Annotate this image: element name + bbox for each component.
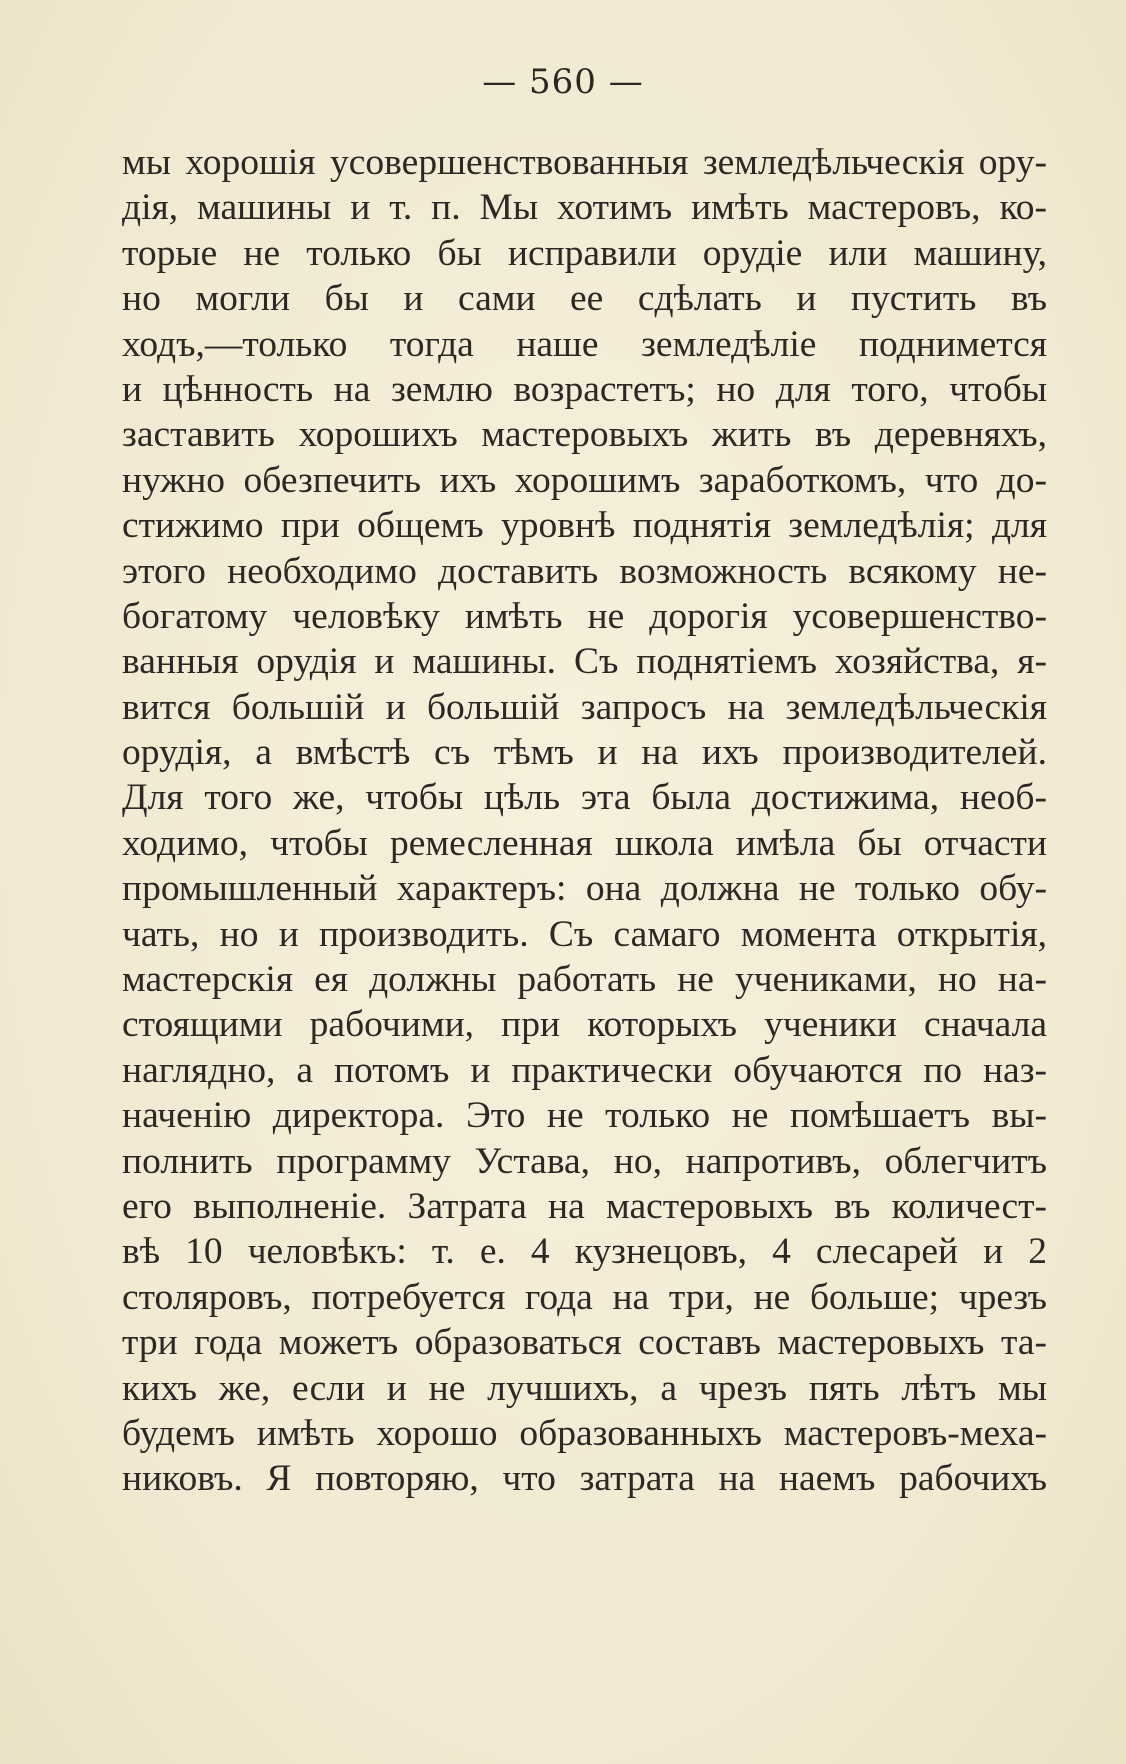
text-line: ходимо, чтобы ремесленная школа имѣла бы отчасти [122,822,1047,864]
text-line: его выполненіе. Затрата на мастеровыхъ въ количест- [122,1185,1047,1227]
text-line: наченію директора. Это не только не помѣшаетъ вы- [122,1095,1047,1137]
page-number: — 560 — [482,62,644,102]
text-line: стоящими рабочими, при которыхъ ученики сначала [122,1004,1047,1046]
text-line: полнить программу Устава, но, напротивъ, облегчитъ [122,1140,1047,1182]
text-line: богатому человѣку имѣть не дорогія усовершенство- [122,595,1047,637]
body-text [122,140,1047,1502]
text-line: нужно обезпечить ихъ хорошимъ заработкомъ, что до- [122,459,1047,501]
text-line: дія, машины и т. п. Мы хотимъ имѣть мастеровъ, ко- [122,187,1047,229]
text-line: мастерскія ея должны работать не учениками, но на- [122,959,1047,1001]
text-line: ванныя орудія и машины. Съ поднятіемъ хозяйства, я- [122,641,1047,683]
text-line: будемъ имѣть хорошо образованныхъ мастеровъ-меха- [122,1412,1047,1454]
text-line: но могли бы и сами ее сдѣлать и пустить въ [122,278,1047,320]
text-line: мы хорошія усовершенствованныя земледѣльческія ору- [122,142,1047,183]
text-line: этого необходимо доставить возможность всякому не- [122,550,1047,592]
text-line: орудія, а вмѣстѣ съ тѣмъ и на ихъ производителей. [122,732,1047,774]
text-line: три года можетъ образоваться составъ мастеровыхъ та- [122,1322,1047,1364]
text-line: и цѣнность на землю возрастетъ; но для того, чтобы [122,368,1047,410]
text-line: заставить хорошихъ мастеровыхъ жить въ деревняхъ, [122,414,1047,456]
text-line: наглядно, а потомъ и практически обучаются по наз- [122,1049,1047,1091]
text-line: кихъ же, если и не лучшихъ, а чрезъ пять лѣтъ мы [122,1367,1047,1409]
text-line: промышленный характеръ: она должна не только обу- [122,868,1047,910]
text-line: никовъ. Я повторяю, что затрата на наемъ рабочихъ [122,1458,1047,1500]
text-line: ходъ,—только тогда наше земледѣліе поднимется [122,323,1047,365]
text-line: Для того же, чтобы цѣль эта была достижима, необ- [122,777,1047,819]
text-line: стижимо при общемъ уровнѣ поднятія земледѣлія; для [122,505,1047,547]
text-line: чать, но и производить. Съ самаго момента открытія, [122,913,1047,955]
text-line: вѣ 10 человѣкъ: т. е. 4 кузнецовъ, 4 слесарей и 2 [122,1231,1047,1273]
text-line: вится большій и большій запросъ на земледѣльческія [122,686,1047,728]
text-line: торые не только бы исправили орудіе или машину, [122,232,1047,274]
text-line: столяровъ, потребуется года на три, не больше; чрезъ [122,1276,1047,1318]
